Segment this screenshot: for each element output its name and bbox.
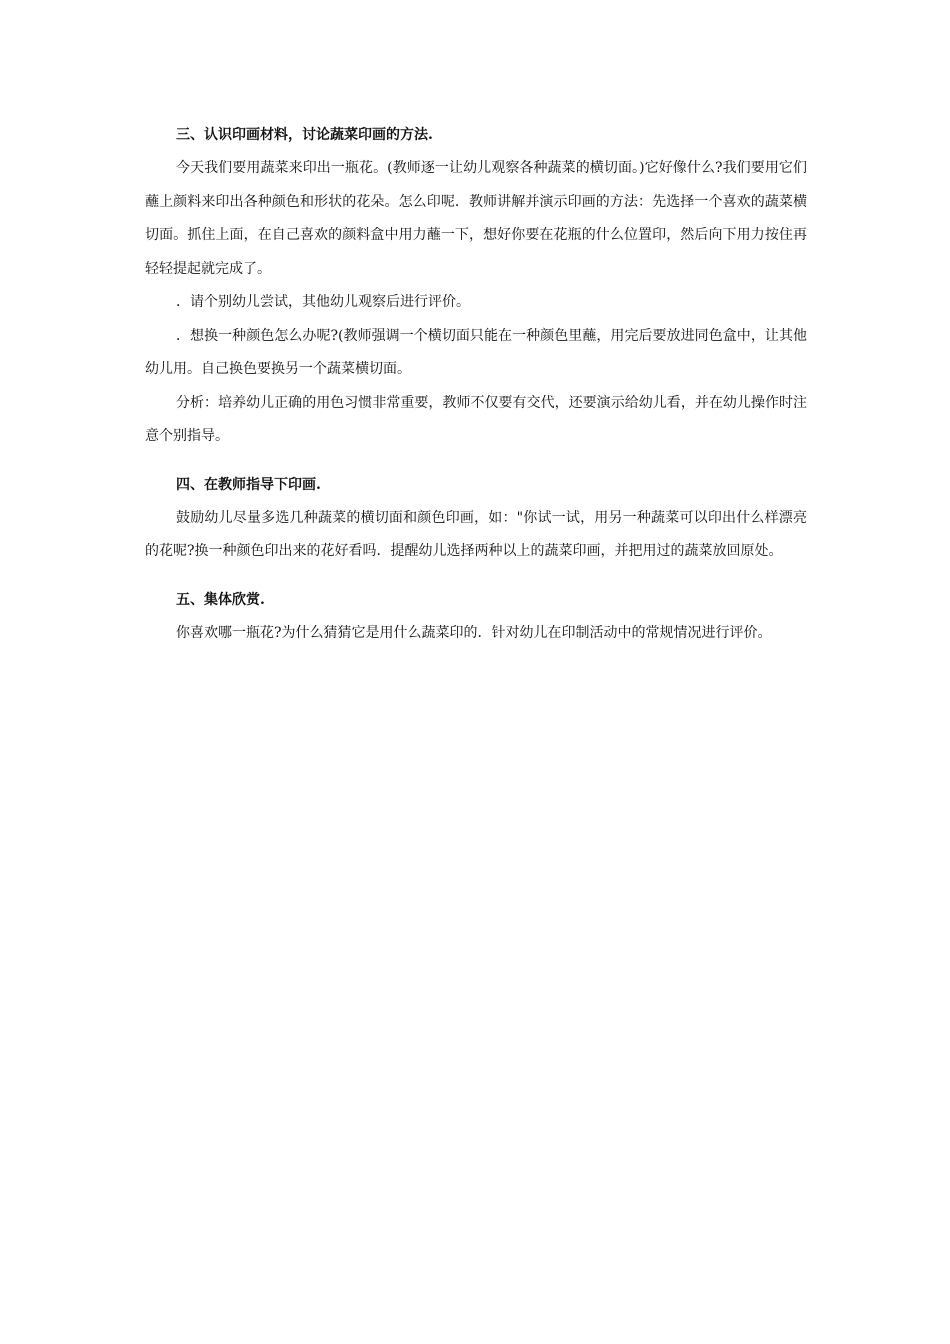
paragraph: 鼓励幼儿尽量多选几种蔬菜的横切面和颜色印画，如："你试一试，用另一种蔬菜可以印出什么样漂亮的花呢?换一种颜色印出来的花好看吗．提醒幼儿选择两种以上的蔬菜印画，并把用过的蔬菜放回原处。	[145, 509, 807, 559]
section-heading: 三、认识印画材料，讨论蔬菜印画的方法.	[176, 127, 433, 143]
section-spacer	[145, 569, 807, 583]
paragraph: 分析：培养幼儿正确的用色习惯非常重要，教师不仅要有交代，还要演示给幼儿看，并在幼儿操作时注意个别指导。	[145, 394, 807, 444]
paragraph: 今天我们要用蔬菜来印出一瓶花。(教师逐一让幼儿观察各种蔬菜的横切面。)它好像什么?我们要用它们蘸上颜料来印出各种颜色和形状的花朵。怎么印呢．教师讲解并演示印画的方法：先选择一个喜欢的蔬菜横切面。抓住上面，在自己喜欢的颜料盒中用力蘸一下，想好你要在花瓶的什么位置印，然后向下用力按住再轻轻提起就完成了。	[145, 160, 807, 277]
paragraph: ．想换一种颜色怎么办呢?(教师强调一个横切面只能在一种颜色里蘸，用完后要放进同色盒中，让其他幼儿用。自己换色要换另一个蔬菜横切面。	[145, 327, 807, 377]
paragraph: 你喜欢哪一瓶花?为什么猜猜它是用什么蔬菜印的．针对幼儿在印制活动中的常规情况进行评价。	[176, 624, 772, 641]
section-4	[145, 468, 807, 569]
paragraph: ．请个别幼儿尝试，其他幼儿观察后进行评价。	[176, 294, 470, 310]
document-body	[145, 118, 807, 650]
section-5	[145, 583, 807, 651]
section-spacer	[145, 454, 807, 468]
section-3	[145, 118, 807, 454]
section-heading: 四、在教师指导下印画.	[176, 476, 321, 493]
section-heading: 五、集体欣赏.	[176, 591, 265, 608]
